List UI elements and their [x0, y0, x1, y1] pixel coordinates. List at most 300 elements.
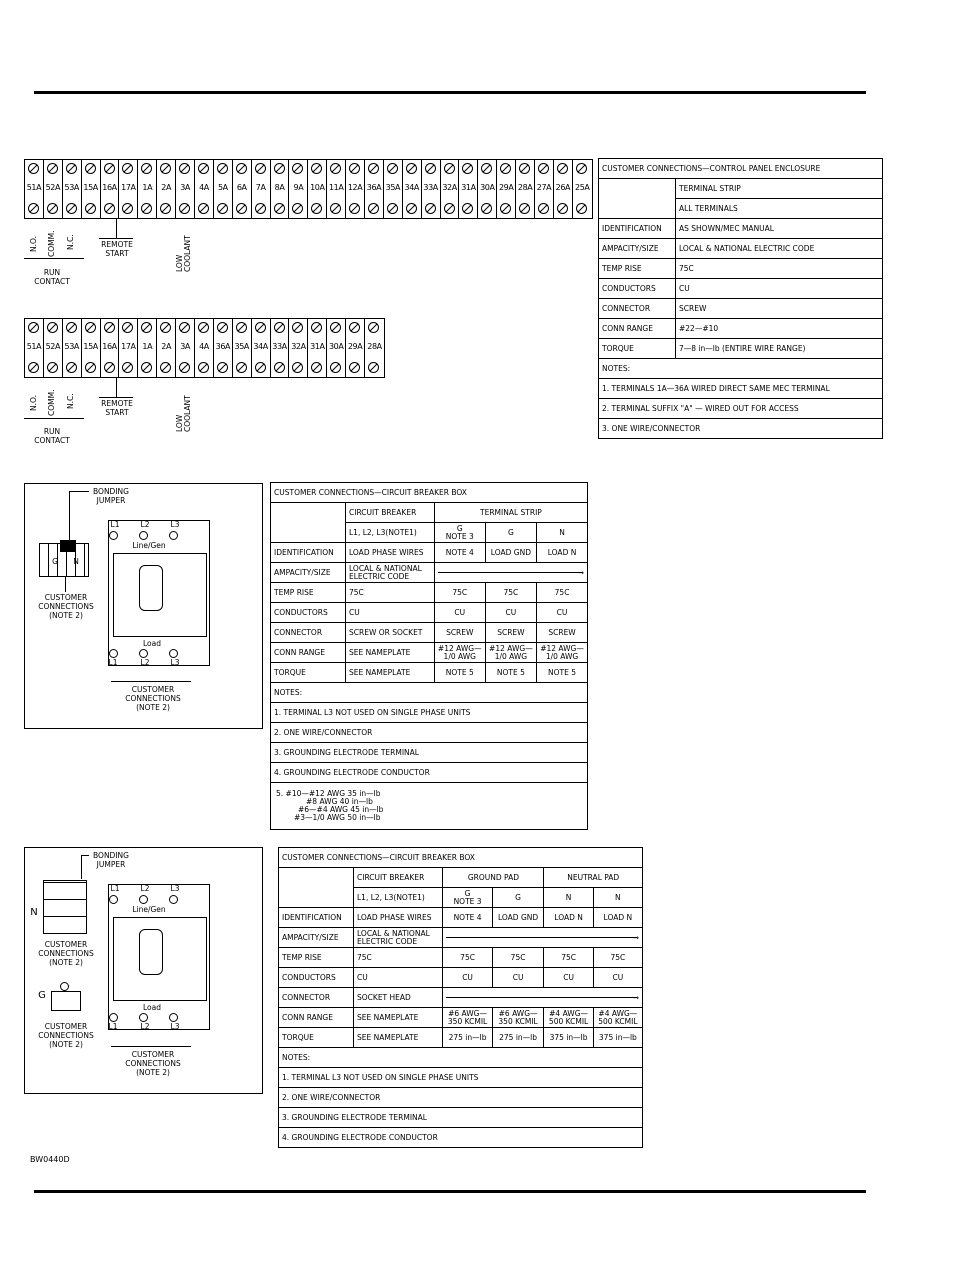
- table-cell: IDENTIFICATION: [599, 219, 676, 239]
- label-comm-2: COMM.: [47, 389, 56, 416]
- screw-icon: [141, 322, 152, 333]
- terminal-label: 15A: [83, 342, 98, 351]
- screw-icon: [66, 163, 77, 174]
- terminal-strip2-15: [308, 319, 327, 377]
- screw-icon: [274, 163, 285, 174]
- terminal-label: 28A: [367, 342, 382, 351]
- terminal-label: 1A: [142, 342, 153, 351]
- table-cell: 75C: [434, 583, 485, 603]
- terminal-label: 4A: [199, 342, 209, 351]
- screw-icon: [538, 163, 549, 174]
- note-text: 1. TERMINALS 1A—36A WIRED DIRECT SAME MEC TERMINAL: [599, 379, 883, 399]
- table-cell: CU: [346, 603, 435, 623]
- l2-top: L2: [140, 520, 150, 529]
- screw-icon: [47, 362, 58, 373]
- terminal-label: 10A: [310, 183, 325, 192]
- terminal-strip1-3: [82, 160, 101, 218]
- screw-icon: [292, 163, 303, 174]
- terminal-label: 35A: [234, 342, 249, 351]
- terminal-label: 30A: [480, 183, 495, 192]
- table-cell: CU: [354, 968, 443, 988]
- table-cell: 75C: [676, 259, 883, 279]
- terminal-label: 17A: [121, 342, 136, 351]
- table-cell: SCREW: [537, 623, 588, 643]
- screw-icon: [217, 163, 228, 174]
- table-cell: TORQUE: [599, 339, 676, 359]
- screw-icon: [28, 203, 39, 214]
- cb2-h-n2: N: [593, 888, 642, 908]
- terminal-strip1-8: [176, 160, 195, 218]
- terminal-strip2-5: [119, 319, 138, 377]
- l3-top-2: L3: [170, 884, 180, 893]
- screw-icon: [122, 322, 133, 333]
- note-row: [599, 379, 883, 399]
- screw-icon: [349, 203, 360, 214]
- terminal-label: 34A: [253, 342, 268, 351]
- table-cell: CONN RANGE: [599, 319, 676, 339]
- terminal-label: 31A: [310, 342, 325, 351]
- table-cell: CONDUCTORS: [279, 968, 354, 988]
- screw-icon: [481, 203, 492, 214]
- screw-icon: [274, 362, 285, 373]
- table-cell: NOTE 4: [434, 543, 485, 563]
- table-row: [599, 339, 883, 359]
- note-row: [599, 419, 883, 439]
- screw-icon: [85, 203, 96, 214]
- table-cell: LOAD PHASE WIRES: [346, 543, 435, 563]
- terminal-label: 25A: [575, 183, 590, 192]
- cb2-h-cb: CIRCUIT BREAKER: [354, 868, 443, 888]
- terminal-strip1-15: [308, 160, 327, 218]
- screw-icon: [557, 203, 568, 214]
- table-row: [271, 563, 588, 583]
- table-cell: LOCAL & NATIONAL ELECTRIC CODE: [676, 239, 883, 259]
- terminal-strip2-3: [82, 319, 101, 377]
- table-row: [599, 239, 883, 259]
- screw-icon: [179, 362, 190, 373]
- table-cell: TEMP RISE: [599, 259, 676, 279]
- note-text: 4. GROUNDING ELECTRODE CONDUCTOR: [279, 1128, 643, 1148]
- bottom-rule: [34, 1190, 866, 1193]
- terminal-strip2-17: [346, 319, 365, 377]
- terminal-strip1-16: [327, 160, 346, 218]
- arrow-line: →: [434, 563, 587, 583]
- cb2-h-gp: GROUND PAD: [443, 868, 544, 888]
- table-cell: SCREW: [434, 623, 485, 643]
- cb1-h-g2: G: [485, 523, 536, 543]
- table-row: [279, 1028, 643, 1048]
- terminal-label: 16A: [102, 183, 117, 192]
- cb1-title: CUSTOMER CONNECTIONS—CIRCUIT BREAKER BOX: [271, 483, 588, 503]
- table-cell: AMPACITY/SIZE: [271, 563, 346, 583]
- neutral-pad: [43, 880, 87, 934]
- screw-icon: [122, 163, 133, 174]
- screw-icon: [387, 163, 398, 174]
- terminal-strip2-7: [157, 319, 176, 377]
- screw-icon: [255, 163, 266, 174]
- low-coolant-label-4: COOLANT: [183, 395, 192, 432]
- table-cell: #6 AWG— 350 KCMIL: [492, 1008, 544, 1028]
- screw-icon: [217, 322, 228, 333]
- terminal-label: 12A: [347, 183, 363, 192]
- table-cell: CU: [434, 603, 485, 623]
- terminal-strip-short: [24, 318, 385, 378]
- table-cell: #4 AWG— 500 KCMIL: [544, 1008, 593, 1028]
- terminal-strip2-9: [195, 319, 214, 377]
- table-row: [271, 603, 588, 623]
- screw-icon: [198, 322, 209, 333]
- terminal-label: 17A: [121, 183, 136, 192]
- terminal-strip2-16: [327, 319, 346, 377]
- terminal-strip1-9: [195, 160, 214, 218]
- table-row: [599, 259, 883, 279]
- terminal-strip2-8: [176, 319, 195, 377]
- screw-icon: [198, 203, 209, 214]
- cb1-h-ts: TERMINAL STRIP: [434, 503, 587, 523]
- terminal-strip1-6: [138, 160, 157, 218]
- customer-connections-label-1: CUSTOMER CONNECTIONS (NOTE 2): [38, 593, 94, 620]
- terminal-strip1-17: [346, 160, 365, 218]
- control-table-title: CUSTOMER CONNECTIONS—CONTROL PANEL ENCLOSURE: [599, 159, 883, 179]
- bonding-jumper-label: BONDING JUMPER: [93, 487, 129, 505]
- screw-icon: [160, 322, 171, 333]
- terminal-label: 30A: [328, 342, 344, 351]
- terminal-label: 2A: [161, 342, 172, 351]
- terminal-label: 9A: [293, 183, 304, 192]
- top-rule: [34, 91, 866, 94]
- table-cell: CU: [443, 968, 492, 988]
- terminal-label: 36A: [366, 183, 382, 192]
- table-cell: CU: [676, 279, 883, 299]
- customer-connections-label-2: CUSTOMER CONNECTIONS (NOTE 2): [125, 685, 181, 712]
- note-row: [279, 1108, 643, 1128]
- terminal-strip1-20: [403, 160, 422, 218]
- screw-icon: [538, 203, 549, 214]
- control-head2: ALL TERMINALS: [676, 199, 883, 219]
- label-no: N.O.: [29, 236, 38, 252]
- screw-icon: [311, 362, 322, 373]
- cb2-h-np: NEUTRAL PAD: [544, 868, 643, 888]
- table-cell: TEMP RISE: [279, 948, 354, 968]
- customer-connections-label-5: CUSTOMER CONNECTIONS (NOTE 2): [125, 1050, 181, 1077]
- terminal-strip1-12: [252, 160, 271, 218]
- table-row: [279, 928, 643, 948]
- screw-icon: [406, 163, 417, 174]
- table-cell: SOCKET HEAD: [354, 988, 443, 1008]
- label-nc-2: N.C.: [66, 393, 75, 409]
- table-cell: CONNECTOR: [599, 299, 676, 319]
- table-cell: LOCAL & NATIONAL ELECTRIC CODE: [346, 563, 435, 583]
- table-row: [271, 663, 588, 683]
- terminal-label: 36A: [215, 342, 231, 351]
- line-gen-label: Line/Gen: [132, 541, 166, 550]
- breaker-diagram-1: [24, 483, 263, 729]
- screw-icon: [104, 163, 115, 174]
- screw-icon: [198, 362, 209, 373]
- note-row: [271, 703, 588, 723]
- screw-icon: [122, 203, 133, 214]
- screw-icon: [349, 322, 360, 333]
- screw-icon: [47, 163, 58, 174]
- table-cell: SCREW OR SOCKET: [346, 623, 435, 643]
- screw-icon: [500, 163, 511, 174]
- table-cell: NOTE 4: [443, 908, 492, 928]
- terminal-strip1-28: [554, 160, 573, 218]
- breaker-diagram-2: [24, 847, 263, 1094]
- table-cell: IDENTIFICATION: [271, 543, 346, 563]
- table-row: [271, 623, 588, 643]
- table-cell: #12 AWG— 1/0 AWG: [485, 643, 536, 663]
- screw-icon: [274, 322, 285, 333]
- table-cell: SEE NAMEPLATE: [354, 1008, 443, 1028]
- screw-icon: [311, 203, 322, 214]
- screw-icon: [179, 163, 190, 174]
- load-label: Load: [143, 639, 161, 648]
- label-comm: COMM.: [47, 230, 56, 257]
- screw-icon: [576, 163, 587, 174]
- screw-icon: [557, 163, 568, 174]
- l2-bottom: L2: [140, 658, 150, 667]
- screw-icon: [28, 362, 39, 373]
- screw-icon: [500, 203, 511, 214]
- cb1-h-l: L1, L2, L3(NOTE1): [346, 523, 435, 543]
- customer-connections-label-4: CUSTOMER CONNECTIONS (NOTE 2): [38, 1022, 94, 1049]
- terminal-strip1-22: [441, 160, 460, 218]
- note-text: 4. GROUNDING ELECTRODE CONDUCTOR: [271, 763, 588, 783]
- terminal-strip1-27: [535, 160, 554, 218]
- l1-bottom: L1: [108, 658, 118, 667]
- terminal-strip-full: [24, 159, 593, 219]
- cb2-h-g2: G: [492, 888, 544, 908]
- table-cell: CU: [485, 603, 536, 623]
- terminal-label: 53A: [64, 183, 79, 192]
- screw-icon: [47, 322, 58, 333]
- terminal-label: 3A: [180, 183, 190, 192]
- table-cell: NOTE 5: [434, 663, 485, 683]
- terminal-label: 26A: [555, 183, 571, 192]
- table-cell: IDENTIFICATION: [279, 908, 354, 928]
- table-cell: CONNECTOR: [279, 988, 354, 1008]
- table-cell: SEE NAMEPLATE: [346, 663, 435, 683]
- screw-icon: [519, 163, 530, 174]
- l3-bottom-2: L3: [170, 1022, 180, 1031]
- screw-icon: [66, 322, 77, 333]
- screw-icon: [236, 203, 247, 214]
- table-cell: NOTE 5: [485, 663, 536, 683]
- table-cell: LOCAL & NATIONAL ELECTRIC CODE: [354, 928, 443, 948]
- terminal-label: 5A: [217, 183, 228, 192]
- table-cell: CU: [593, 968, 642, 988]
- terminal-strip1-11: [233, 160, 252, 218]
- terminal-label: 33A: [272, 342, 287, 351]
- note-row: [279, 1088, 643, 1108]
- cb1-h-g1: G NOTE 3: [434, 523, 485, 543]
- screw-icon: [368, 203, 379, 214]
- screw-icon: [425, 163, 436, 174]
- screw-icon: [330, 322, 341, 333]
- terminal-label: 53A: [64, 342, 79, 351]
- note-row: [271, 743, 588, 763]
- table-cell: 75C: [443, 948, 492, 968]
- screw-icon: [104, 203, 115, 214]
- terminal-label: 27A: [536, 183, 552, 192]
- table-cell: 75C: [492, 948, 544, 968]
- note-row: [271, 723, 588, 743]
- table-cell: 75C: [485, 583, 536, 603]
- neutral-label: N: [30, 907, 38, 918]
- terminal-g-label: G: [52, 557, 58, 566]
- low-coolant-label-3: LOW: [175, 414, 184, 432]
- note-row: [279, 1128, 643, 1148]
- table-cell: 75C: [593, 948, 642, 968]
- cb1-h-cb: CIRCUIT BREAKER: [346, 503, 435, 523]
- screw-icon: [66, 362, 77, 373]
- terminal-label: 29A: [347, 342, 363, 351]
- label-no-2: N.O.: [29, 395, 38, 411]
- table-cell: 75C: [346, 583, 435, 603]
- screw-icon: [519, 203, 530, 214]
- terminal-strip1-7: [157, 160, 176, 218]
- screw-icon: [311, 322, 322, 333]
- load-label-2: Load: [143, 1003, 161, 1012]
- terminal-label: 11A: [328, 183, 344, 192]
- table-cell: 375 in—lb: [544, 1028, 593, 1048]
- table-cell: SCREW: [485, 623, 536, 643]
- table-cell: #22—#10: [676, 319, 883, 339]
- note-text: 2. ONE WIRE/CONNECTOR: [279, 1088, 643, 1108]
- table-cell: 275 in—lb: [492, 1028, 544, 1048]
- screw-icon: [330, 203, 341, 214]
- terminal-label: 6A: [236, 183, 247, 192]
- screw-icon: [330, 163, 341, 174]
- terminal-strip2-18: [365, 319, 384, 377]
- screw-icon: [85, 322, 96, 333]
- screw-icon: [292, 322, 303, 333]
- breaker-body-2: [108, 884, 210, 1030]
- terminal-strip2-0: [25, 319, 44, 377]
- terminal-strip1-0: [25, 160, 44, 218]
- table-cell: NOTE 5: [537, 663, 588, 683]
- table-cell: CU: [537, 603, 588, 623]
- note-text: 3. ONE WIRE/CONNECTOR: [599, 419, 883, 439]
- screw-icon: [368, 322, 379, 333]
- table-cell: SCREW: [676, 299, 883, 319]
- table-cell: LOAD GND: [492, 908, 544, 928]
- terminal-strip1-23: [459, 160, 478, 218]
- terminal-n-label: N: [73, 557, 79, 566]
- note-row: [271, 763, 588, 783]
- drawing-code: BW0440D: [30, 1155, 70, 1164]
- terminal-label: 7A: [255, 183, 266, 192]
- terminal-strip1-19: [384, 160, 403, 218]
- terminal-strip1-2: [63, 160, 82, 218]
- table-cell: 75C: [354, 948, 443, 968]
- terminal-label: 28A: [517, 183, 533, 192]
- screw-icon: [462, 203, 473, 214]
- table-cell: LOAD N: [593, 908, 642, 928]
- terminal-strip2-12: [252, 319, 271, 377]
- cb1-note5: 5. #10—#12 AWG 35 in—lb #8 AWG 40 in—lb #6—#4 AWG 45 in—lb #3—1/0 AWG 50 in—lb: [271, 783, 588, 830]
- cb2-h-n1: N: [544, 888, 593, 908]
- cb1-h-n: N: [537, 523, 588, 543]
- screw-icon: [236, 163, 247, 174]
- l1-top-2: L1: [110, 884, 120, 893]
- arrow-line: →: [443, 928, 643, 948]
- table-cell: CONNECTOR: [271, 623, 346, 643]
- label-nc: N.C.: [66, 234, 75, 250]
- terminal-label: 52A: [45, 183, 61, 192]
- table-cell: CONN RANGE: [271, 643, 346, 663]
- screw-icon: [255, 203, 266, 214]
- table-cell: CU: [492, 968, 544, 988]
- table-cell: 75C: [544, 948, 593, 968]
- table-row: [279, 988, 643, 1008]
- cb2-h-l: L1, L2, L3(NOTE1): [354, 888, 443, 908]
- screw-icon: [481, 163, 492, 174]
- cb2-title: CUSTOMER CONNECTIONS—CIRCUIT BREAKER BOX: [279, 848, 643, 868]
- control-notes-label: NOTES:: [599, 359, 883, 379]
- table-row: [279, 948, 643, 968]
- table-row: [279, 908, 643, 928]
- screw-icon: [444, 163, 455, 174]
- ground-label: G: [38, 990, 46, 1001]
- table-cell: LOAD GND: [485, 543, 536, 563]
- l3-top: L3: [170, 520, 180, 529]
- terminal-strip1-1: [44, 160, 63, 218]
- low-coolant-label-2: COOLANT: [183, 235, 192, 272]
- terminal-strip2-6: [138, 319, 157, 377]
- terminal-strip2-13: [271, 319, 290, 377]
- note-text: 2. ONE WIRE/CONNECTOR: [271, 723, 588, 743]
- line-gen-label-2: Line/Gen: [132, 905, 166, 914]
- terminal-label: 32A: [442, 183, 457, 192]
- breaker-body-1: [108, 520, 210, 666]
- bonding-jumper-label-2: BONDING JUMPER: [93, 851, 129, 869]
- screw-icon: [104, 322, 115, 333]
- cb1-notes-label: NOTES:: [271, 683, 588, 703]
- terminal-strip2-14: [289, 319, 308, 377]
- table-cell: SEE NAMEPLATE: [346, 643, 435, 663]
- screw-icon: [311, 163, 322, 174]
- terminal-label: 33A: [423, 183, 438, 192]
- circuit-breaker-table-2: [278, 847, 643, 1148]
- terminal-label: 4A: [199, 183, 209, 192]
- l1-bottom-2: L1: [108, 1022, 118, 1031]
- screw-icon: [66, 203, 77, 214]
- terminal-label: 2A: [161, 183, 172, 192]
- terminal-strip2-2: [63, 319, 82, 377]
- run-contact-label: RUN CONTACT: [34, 268, 70, 286]
- table-row: [279, 1008, 643, 1028]
- control-panel-table: [598, 158, 883, 439]
- remote-start-label-2: REMOTE START: [101, 399, 133, 417]
- l1-top: L1: [110, 520, 120, 529]
- table-cell: 375 in—lb: [593, 1028, 642, 1048]
- screw-icon: [274, 203, 285, 214]
- table-cell: CONDUCTORS: [599, 279, 676, 299]
- screw-icon: [217, 203, 228, 214]
- terminal-strip1-14: [289, 160, 308, 218]
- terminal-strip1-18: [365, 160, 384, 218]
- terminal-strip2-4: [101, 319, 120, 377]
- screw-icon: [104, 362, 115, 373]
- table-cell: LOAD PHASE WIRES: [354, 908, 443, 928]
- screw-icon: [160, 163, 171, 174]
- screw-icon: [85, 163, 96, 174]
- table-cell: #12 AWG— 1/0 AWG: [537, 643, 588, 663]
- note-text: 3. GROUNDING ELECTRODE TERMINAL: [271, 743, 588, 763]
- table-cell: #12 AWG— 1/0 AWG: [434, 643, 485, 663]
